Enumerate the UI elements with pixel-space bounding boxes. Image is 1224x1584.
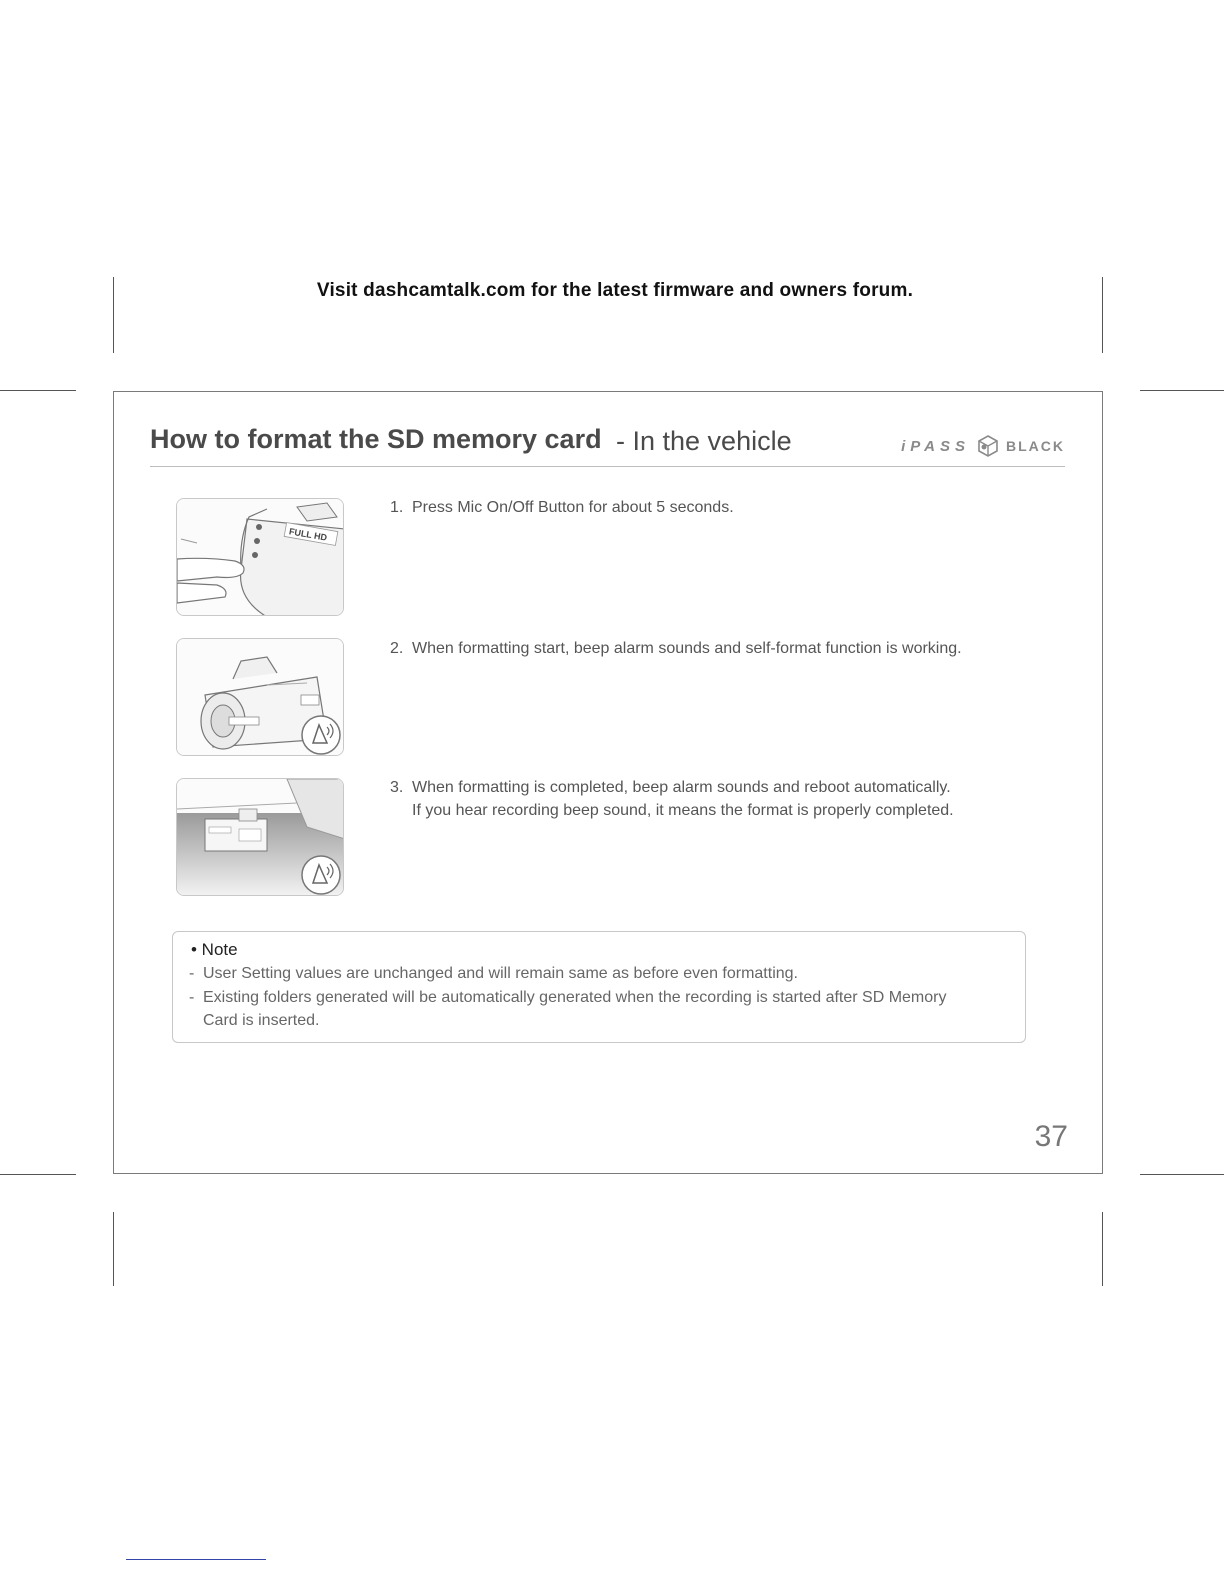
step-2-text <box>390 637 1050 660</box>
note-title: • Note <box>191 940 238 959</box>
step-line: If you hear recording beep sound, it means the format is properly completed. <box>412 802 954 819</box>
page-subtitle: - In the vehicle <box>616 426 792 456</box>
note-text: User Setting values are unchanged and will remain same as before even formatting. <box>203 965 798 982</box>
page-number: 37 <box>1034 1120 1068 1153</box>
note-text: Existing folders generated will be automatically generated when the recording is started after SD Memory <box>203 989 947 1006</box>
finger-press-illustration <box>177 499 344 616</box>
note-dash: - <box>189 965 195 982</box>
brand-logo <box>901 434 1065 458</box>
page-title: How to format the SD memory card <box>150 424 602 454</box>
step-line: When formatting start, beep alarm sounds and self-format function is working. <box>412 640 962 657</box>
crop-mark <box>113 277 114 353</box>
beep-sound-icon <box>302 716 340 754</box>
camera-beep-illustration <box>177 639 344 756</box>
note-item <box>189 962 1019 985</box>
crop-mark <box>0 1174 76 1175</box>
step-3-text <box>390 776 1050 822</box>
footnote-rule <box>126 1559 266 1560</box>
camera-cube-icon <box>976 434 1000 458</box>
step-2-illustration <box>176 638 344 756</box>
crop-mark <box>1140 1174 1224 1175</box>
website-banner: Visit dashcamtalk.com for the latest firmware and owners forum. <box>316 280 914 301</box>
page-header <box>150 422 1065 467</box>
beep-sound-icon <box>302 856 340 894</box>
step-number: 3. <box>390 779 404 796</box>
note-text-continued: Card is inserted. <box>203 1012 320 1029</box>
step-3-illustration <box>176 778 344 896</box>
step-number: 2. <box>390 640 404 657</box>
note-dash: - <box>189 989 195 1006</box>
step-line: Press Mic On/Off Button for about 5 seconds. <box>412 499 734 516</box>
step-line: When formatting is completed, beep alarm sounds and reboot automatically. <box>412 779 951 796</box>
crop-mark <box>1140 390 1224 391</box>
brand-black-text: BLACK <box>1006 438 1065 454</box>
vehicle-camera-illustration <box>177 779 344 896</box>
step-1-text <box>390 496 1050 519</box>
svg-text:FULL HD: FULL HD <box>288 526 328 543</box>
note-item <box>189 986 1019 1032</box>
step-number: 1. <box>390 499 404 516</box>
crop-mark <box>0 390 76 391</box>
step-1-illustration <box>176 498 344 616</box>
crop-mark <box>1102 1212 1103 1286</box>
note-box <box>172 931 1026 1043</box>
brand-ipass-text: iPASS <box>901 437 970 455</box>
crop-mark <box>113 1212 114 1286</box>
